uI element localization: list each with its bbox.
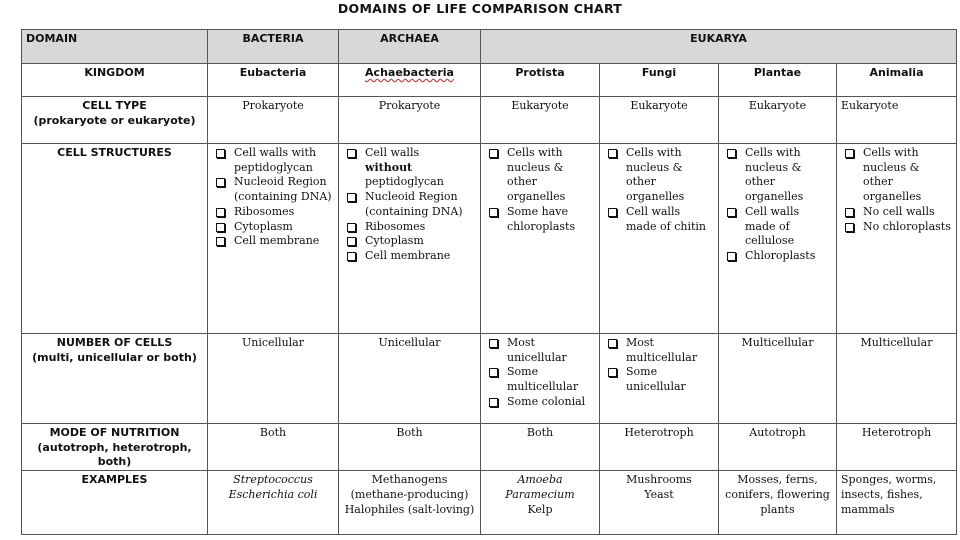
structure-item: No chloroplasts: [841, 220, 952, 235]
header-row: [22, 30, 957, 64]
kingdom-archaea-text: Achaebacteria: [365, 66, 454, 79]
nutrition-fungi: Heterotroph: [600, 424, 719, 471]
cell-structures-bacteria: [208, 144, 339, 334]
kingdom-archaea: [339, 64, 481, 97]
nutrition-label-cell: [22, 424, 208, 471]
cell-structures-animalia: [837, 144, 957, 334]
structure-item: Chloroplasts: [723, 249, 832, 264]
examples-row: [22, 471, 957, 535]
example-item: (methane-producing): [350, 487, 469, 501]
structure-item: Cells with nucleus & other organelles: [485, 146, 595, 205]
structure-item: Cells with nucleus & other organelles: [604, 146, 714, 205]
cell-type-archaea: Prokaryote: [339, 97, 481, 144]
examples-archaea: [339, 471, 481, 535]
cell-structures-fungi: [600, 144, 719, 334]
example-item: Mushrooms: [626, 473, 692, 487]
nutrition-row: [22, 424, 957, 471]
structure-item: Ribosomes: [212, 205, 334, 220]
cell-structures-protista: [481, 144, 600, 334]
number-of-cells-sublabel: (multi, unicellular or both): [32, 350, 197, 364]
example-item: Streptococcus: [233, 473, 313, 487]
cell-type-bacteria: Prokaryote: [208, 97, 339, 144]
cell-type-label: CELL TYPE: [82, 99, 147, 112]
number-of-cells-bacteria: Unicellular: [208, 334, 339, 424]
nutrition-archaea: Both: [339, 424, 481, 471]
cell-type-fungi: Eukaryote: [600, 97, 719, 144]
header-bacteria: BACTERIA: [208, 30, 339, 64]
cell-type-sublabel: (prokaryote or eukaryote): [33, 113, 196, 127]
cell-type-animalia: Eukaryote: [837, 97, 957, 144]
kingdom-plantae: Plantae: [719, 64, 837, 97]
header-archaea: ARCHAEA: [339, 30, 481, 64]
structure-item: Cell membrane: [212, 234, 334, 249]
cell-structures-row: [22, 144, 957, 334]
count-item: Some multicellular: [485, 365, 595, 394]
nutrition-label: MODE OF NUTRITION: [49, 426, 180, 439]
structure-item: Nucleoid Region (containing DNA): [343, 190, 476, 219]
kingdom-label: KINGDOM: [22, 64, 208, 97]
structure-text: peptidoglycan: [365, 175, 444, 189]
nutrition-sublabel: (autotroph, heterotroph, both): [37, 440, 192, 469]
header-domain: DOMAIN: [22, 30, 208, 64]
number-of-cells-fungi: [600, 334, 719, 424]
number-of-cells-protista: [481, 334, 600, 424]
structure-item: Nucleoid Region (containing DNA): [212, 175, 334, 204]
nutrition-bacteria: Both: [208, 424, 339, 471]
nutrition-protista: Both: [481, 424, 600, 471]
example-item: Halophiles (salt-loving): [344, 502, 475, 516]
kingdom-bacteria: Eubacteria: [208, 64, 339, 97]
cell-type-label-cell: [22, 97, 208, 144]
structure-item: Cell walls made of chitin: [604, 205, 714, 234]
number-of-cells-archaea: Unicellular: [339, 334, 481, 424]
number-of-cells-label: NUMBER OF CELLS: [56, 336, 173, 349]
nutrition-plantae: Autotroph: [719, 424, 837, 471]
structure-item: Cell membrane: [343, 249, 476, 264]
structure-text: Cell walls: [365, 146, 420, 159]
structure-item: [343, 146, 476, 190]
number-of-cells-animalia: Multicellular: [837, 334, 957, 424]
examples-label: EXAMPLES: [22, 471, 208, 535]
structure-item: No cell walls: [841, 205, 952, 220]
kingdom-fungi: Fungi: [600, 64, 719, 97]
structure-item: Cell walls with peptidoglycan: [212, 146, 334, 175]
nutrition-animalia: Heterotroph: [837, 424, 957, 471]
number-of-cells-row: [22, 334, 957, 424]
kingdom-row: [22, 64, 957, 97]
structure-emphasis: without: [365, 160, 413, 174]
structure-item: Cell walls made of cellulose: [723, 205, 832, 249]
structure-item: Ribosomes: [343, 220, 476, 235]
cell-structures-label: CELL STRUCTURES: [22, 144, 208, 334]
example-item: Amoeba: [517, 473, 563, 487]
examples-protista: [481, 471, 600, 535]
cell-structures-plantae: [719, 144, 837, 334]
structure-item: Cells with nucleus & other organelles: [841, 146, 952, 205]
comparison-table: [21, 29, 957, 535]
kingdom-protista: Protista: [481, 64, 600, 97]
structure-item: Cytoplasm: [343, 234, 476, 249]
example-item: Paramecium: [505, 487, 575, 501]
header-eukarya: EUKARYA: [481, 30, 957, 64]
cell-type-plantae: Eukaryote: [719, 97, 837, 144]
number-of-cells-label-cell: [22, 334, 208, 424]
example-item: Escherichia coli: [228, 487, 318, 501]
structure-item: Cells with nucleus & other organelles: [723, 146, 832, 205]
example-item: Methanogens: [371, 473, 448, 487]
cell-type-row: [22, 97, 957, 144]
count-item: Some colonial: [485, 395, 595, 410]
examples-animalia: Sponges, worms, insects, fishes, mammals: [837, 471, 957, 535]
number-of-cells-plantae: Multicellular: [719, 334, 837, 424]
kingdom-animalia: Animalia: [837, 64, 957, 97]
examples-plantae: Mosses, ferns, conifers, flowering plants: [719, 471, 837, 535]
cell-type-protista: Eukaryote: [481, 97, 600, 144]
example-item: Kelp: [527, 502, 553, 516]
cell-structures-archaea: [339, 144, 481, 334]
structure-item: Some have chloroplasts: [485, 205, 595, 234]
count-item: Some unicellular: [604, 365, 714, 394]
count-item: Most multicellular: [604, 336, 714, 365]
chart-title: DOMAINS OF LIFE COMPARISON CHART: [337, 1, 623, 16]
examples-bacteria: [208, 471, 339, 535]
structure-item: Cytoplasm: [212, 220, 334, 235]
examples-fungi: [600, 471, 719, 535]
example-item: Yeast: [644, 487, 674, 501]
count-item: Most unicellular: [485, 336, 595, 365]
